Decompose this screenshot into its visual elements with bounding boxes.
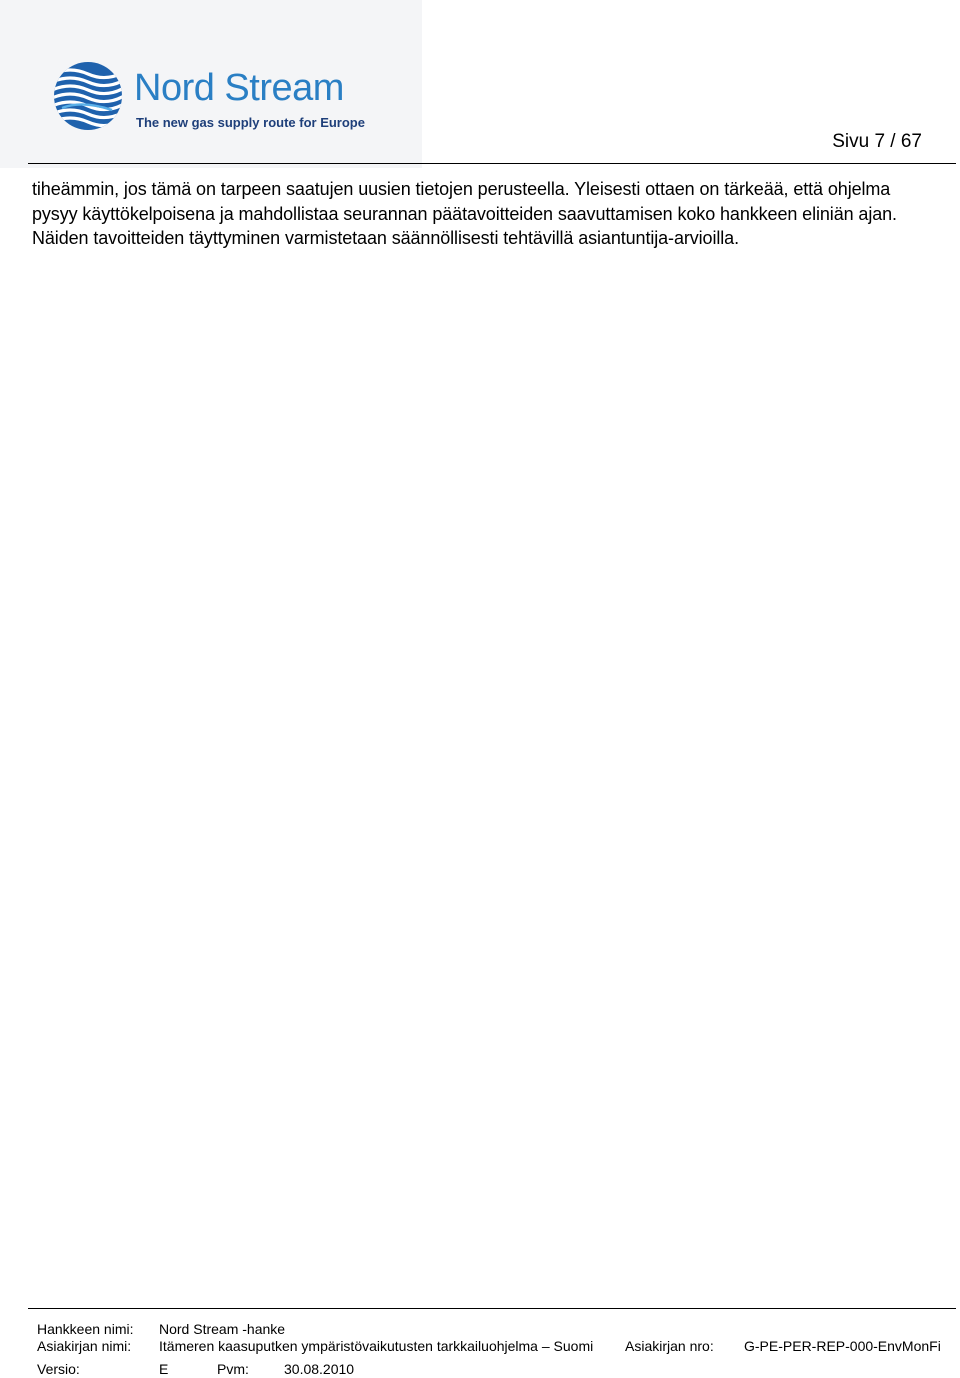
footer-date-value: 30.08.2010 — [284, 1361, 355, 1377]
header-logo-area — [0, 0, 422, 168]
footer-version-label: Versio: — [37, 1361, 80, 1377]
footer-divider — [28, 1308, 956, 1309]
body-paragraph: tiheämmin, jos tämä on tarpeen saatujen uusien tietojen perusteella. Yleisesti ottaen on tärkeää, että ohjelma pysyy käyttökelpoisena ja mahdollistaa seurannan päätavoitteiden saavuttamisen koko hankkeen eliniän ajan. Näiden tavoitteiden täyttyminen varmistetaan säännöllisesti tehtävillä asiantuntija-arvioilla. — [32, 179, 897, 248]
logo-wordmark: Nord Stream — [134, 67, 344, 109]
footer-doc-number-label: Asiakirjan nro: — [625, 1338, 714, 1354]
logo-tagline: The new gas supply route for Europe — [136, 115, 365, 130]
page-number: Sivu 7 / 67 — [832, 131, 922, 152]
footer-project-label: Hankkeen nimi: — [37, 1321, 134, 1337]
footer-version-value: E — [159, 1361, 169, 1377]
footer-doc-number-value: G-PE-PER-REP-000-EnvMonFi — [744, 1338, 941, 1354]
footer-document-value: Itämeren kaasuputken ympäristövaikutusten tarkkailuohjelma – Suomi — [159, 1338, 594, 1354]
header-divider — [28, 163, 956, 164]
footer-document-label: Asiakirjan nimi: — [37, 1338, 132, 1354]
footer-date-label: Pvm: — [217, 1361, 249, 1377]
footer-project-value: Nord Stream -hanke — [159, 1321, 286, 1337]
globe-waves-icon — [52, 60, 124, 132]
